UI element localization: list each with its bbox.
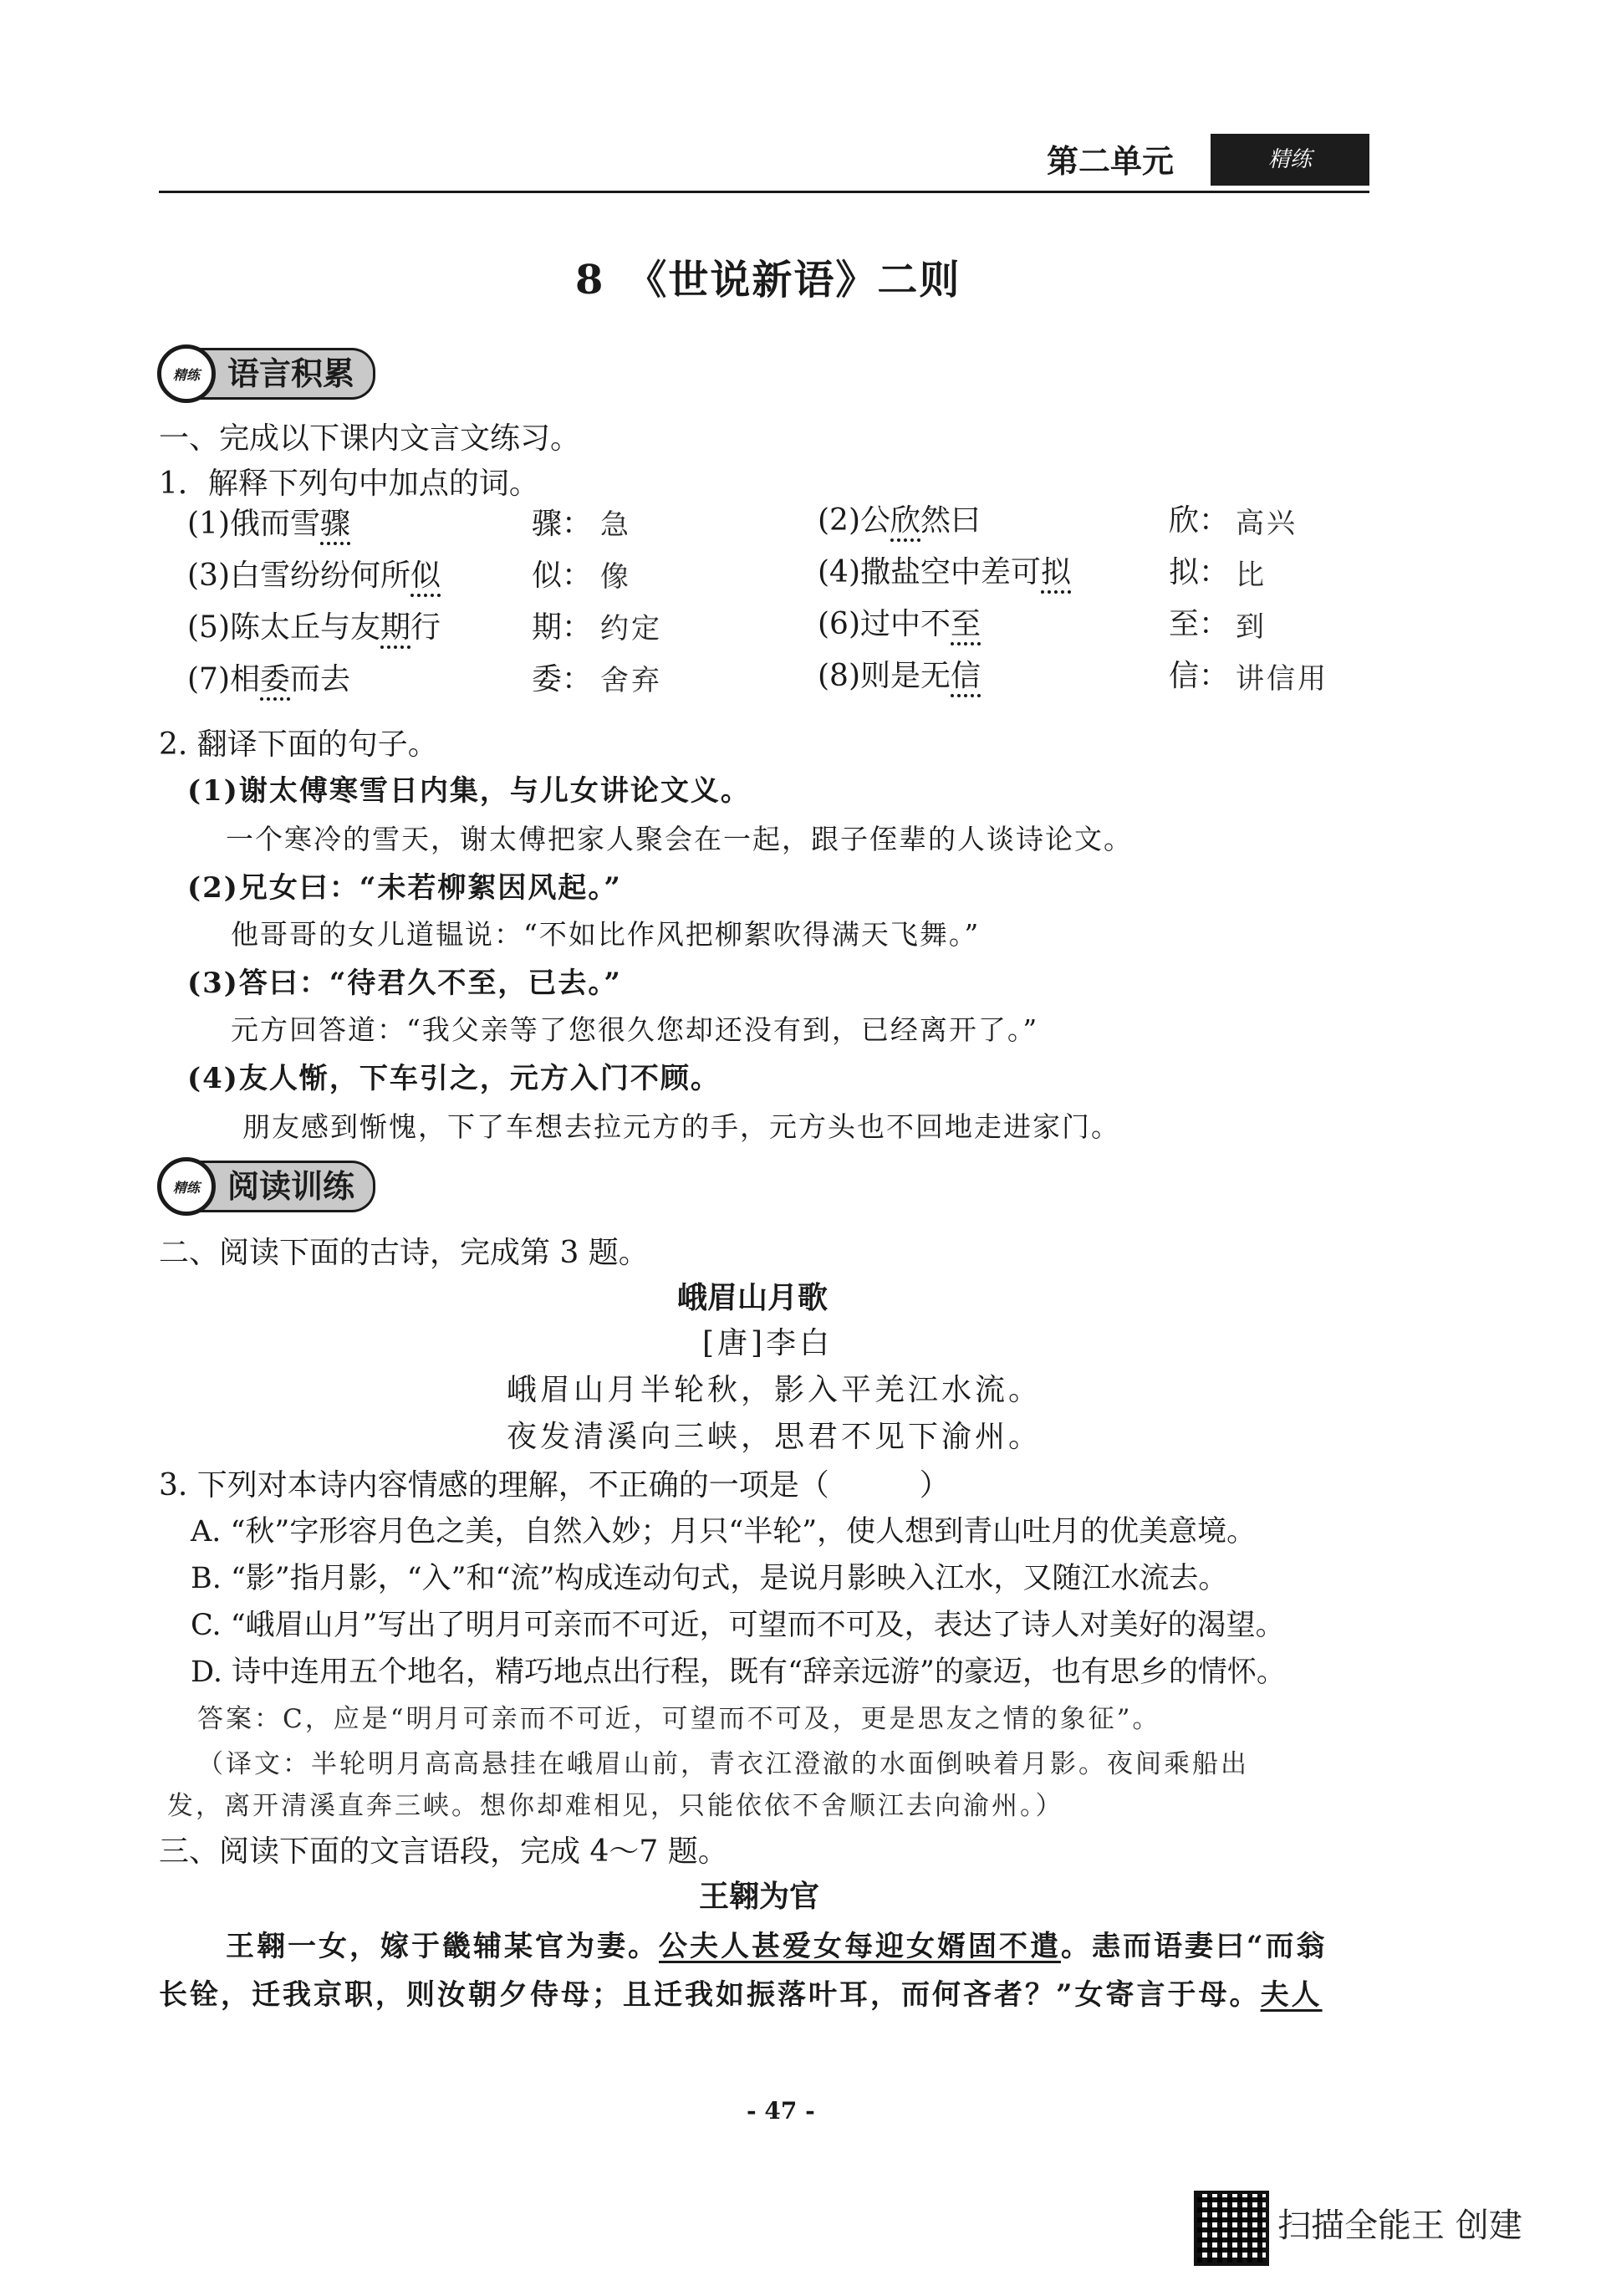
- option-a: A. “秋”字形容月色之美，自然入妙；月只“半轮”，使人想到青山吐月的优美意境。: [191, 1515, 1257, 1549]
- section-badge-reading: [157, 1157, 375, 1216]
- word-answer-7: 舍弃: [600, 664, 662, 697]
- word-answer-8: 讲信用: [1236, 662, 1328, 696]
- translate-source-4: (4)友人惭，下车引之，元方入门不顾。: [187, 1062, 721, 1095]
- word-item-6: (6)过中不至: [818, 607, 982, 641]
- page-number: - 47 -: [747, 2097, 815, 2125]
- translation-note-2: 发，离开清溪直奔三峡。想你却难相见，只能依依不舍顺江去向渝州。）: [167, 1791, 1064, 1821]
- word-item-2: (2)公欣然曰: [818, 503, 982, 538]
- word-answer-2: 高兴: [1236, 507, 1298, 540]
- option-d: D. 诗中连用五个地名，精巧地点出行程，既有“辞亲远游”的豪迈，也有思乡的情怀。: [191, 1656, 1286, 1689]
- answer-note: 答案：C，应是“明月可亲而不可近，可望而不可及，更是思友之情的象征”。: [197, 1704, 1161, 1734]
- translate-source-3: (3)答曰：“待君久不至，已去。”: [187, 967, 622, 1000]
- passage-title: 王翱为官: [699, 1879, 820, 1914]
- section-title: 语言积累: [199, 348, 375, 400]
- option-c: C. “峨眉山月”写出了明月可亲而不可近，可望而不可及，表达了诗人对美好的渴望。: [191, 1609, 1285, 1642]
- question-3: 3. 下列对本诗内容情感的理解，不正确的一项是（ ）: [159, 1468, 950, 1503]
- word-key-7: 委：: [532, 662, 593, 696]
- word-item-4: (4)撒盐空中差可拟: [818, 555, 1072, 589]
- passage-line-1: 王翱一女，嫁于畿辅某官为妻。公夫人甚爱女每迎女婿固不遣。恚而语妻曰“而翁: [226, 1930, 1328, 1963]
- word-key-3: 似：: [532, 559, 593, 593]
- underlined-phrase: 夫人: [1260, 1978, 1323, 2012]
- word-item-7: (7)相委而去: [187, 662, 351, 696]
- option-b: B. “影”指月影，“入”和“流”构成连动句式，是说月影映入江水，又随江水流去。: [191, 1562, 1228, 1595]
- word-answer-5: 约定: [600, 612, 662, 645]
- poem-title: 峨眉山月歌: [677, 1280, 829, 1315]
- translate-answer-4: 朋友感到惭愧，下了车想去拉元方的手，元方头也不回地走进家门。: [242, 1110, 1120, 1143]
- word-key-4: 拟：: [1169, 555, 1230, 589]
- section-badge-language: [157, 344, 375, 403]
- part1-heading: 一、完成以下课内文言文练习。: [159, 421, 581, 456]
- passage-line-2: 长铨，迁我京职，则汝朝夕侍母；且迁我如振落叶耳，而何吝者？”女寄言于母。夫人: [159, 1978, 1323, 2012]
- part3-heading: 三、阅读下面的文言语段，完成 4～7 题。: [159, 1834, 728, 1869]
- translate-answer-1: 一个寒冷的雪天，谢太傅把家人聚会在一起，跟子侄辈的人谈诗论文。: [226, 823, 1133, 855]
- translate-answer-2: 他哥哥的女儿道韫说：“不如比作风把柳絮吹得满天飞舞。”: [231, 918, 981, 951]
- word-answer-4: 比: [1236, 559, 1267, 592]
- scanner-watermark: 扫描全能王 创建: [1277, 2207, 1522, 2245]
- word-item-5: (5)陈太丘与友期行: [187, 610, 441, 645]
- lesson-title: 8 《世说新语》二则: [575, 257, 961, 304]
- word-item-3: (3)白雪纷纷何所似: [187, 559, 441, 593]
- logo-icon: 精练: [157, 344, 216, 403]
- word-item-1: (1)俄而雪骤: [187, 507, 351, 541]
- word-key-6: 至：: [1169, 607, 1230, 641]
- header-divider: [159, 191, 1369, 193]
- word-item-8: (8)则是无信: [818, 659, 982, 693]
- unit-logo-badge: 精练: [1211, 134, 1369, 186]
- word-key-8: 信：: [1169, 659, 1230, 693]
- word-key-1: 骤：: [532, 507, 593, 541]
- question-2: 2. 翻译下面的句子。: [159, 727, 438, 762]
- part2-heading: 二、阅读下面的古诗，完成第 3 题。: [159, 1236, 649, 1270]
- question-1: 1．解释下列句中加点的词。: [159, 467, 539, 501]
- word-answer-1: 急: [600, 508, 631, 542]
- logo-icon: 精练: [157, 1157, 216, 1216]
- section-title: 阅读训练: [199, 1161, 375, 1212]
- poem-line-1: 峨眉山月半轮秋，影入平羌江水流。: [507, 1373, 1043, 1407]
- poem-author: [唐]李白: [702, 1326, 834, 1360]
- translate-source-1: (1)谢太傅寒雪日内集，与儿女讲论文义。: [187, 774, 751, 808]
- translate-answer-3: 元方回答道：“我父亲等了您很久您却还没有到，已经离开了。”: [231, 1013, 1039, 1046]
- underlined-sentence: 公夫人甚爱女每迎女婿固不遣: [659, 1930, 1061, 1963]
- translation-note-1: （译文：半轮明月高高悬挂在峨眉山前，青衣江澄澈的水面倒映着月影。夜间乘船出: [197, 1749, 1249, 1779]
- translate-source-2: (2)兄女曰：“未若柳絮因风起。”: [187, 871, 622, 905]
- word-key-2: 欣：: [1169, 503, 1230, 538]
- unit-label: 第二单元: [1047, 142, 1175, 180]
- poem-line-2: 夜发清溪向三峡，思君不见下渝州。: [507, 1420, 1043, 1454]
- word-answer-3: 像: [600, 560, 631, 594]
- qr-code-icon: [1194, 2191, 1269, 2266]
- word-answer-6: 到: [1236, 610, 1267, 644]
- word-key-5: 期：: [532, 610, 593, 645]
